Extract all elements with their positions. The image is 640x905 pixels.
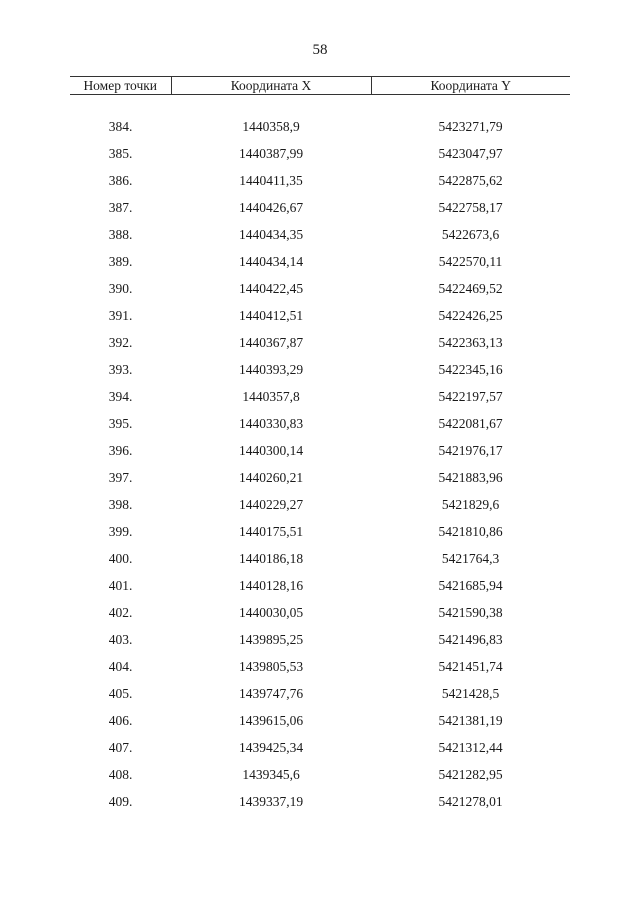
table-row	[70, 680, 570, 707]
cell-coordinate-x: 1440300,14	[238, 443, 304, 458]
cell-coordinate-x: 1440434,35	[238, 227, 304, 242]
cell-point-number: 402.	[108, 605, 133, 620]
cell-point-number: 390.	[108, 281, 133, 296]
cell-point-number: 406.	[108, 713, 133, 728]
cell-coordinate-y: 5421381,19	[438, 713, 503, 728]
table-row	[70, 599, 570, 626]
cell-coordinate-x: 1440434,14	[238, 254, 304, 269]
cell-coordinate-x: 1440412,51	[238, 308, 304, 323]
table-row	[70, 167, 570, 194]
cell-coordinate-y: 5421496,83	[438, 632, 503, 647]
table-row	[70, 113, 570, 140]
table-row	[70, 383, 570, 410]
table-row	[70, 734, 570, 761]
cell-coordinate-y: 5421976,17	[438, 443, 503, 458]
cell-point-number: 388.	[108, 227, 133, 242]
page-number: 58	[312, 42, 328, 58]
cell-point-number: 395.	[108, 416, 133, 431]
cell-coordinate-x: 1439337,19	[238, 794, 304, 809]
table-row	[70, 221, 570, 248]
cell-point-number: 384.	[108, 119, 133, 134]
table-row	[70, 194, 570, 221]
cell-coordinate-y: 5421278,01	[438, 794, 503, 809]
cell-coordinate-x: 1440426,67	[238, 200, 304, 215]
cell-point-number: 408.	[108, 767, 133, 782]
cell-coordinate-x: 1440260,21	[238, 470, 304, 485]
cell-point-number: 403.	[108, 632, 133, 647]
cell-coordinate-x: 1440186,18	[238, 551, 304, 566]
cell-coordinate-y: 5421590,38	[438, 605, 503, 620]
cell-point-number: 401.	[108, 578, 133, 593]
table-row	[70, 572, 570, 599]
cell-coordinate-x: 1440357,8	[242, 389, 300, 404]
cell-coordinate-y: 5421282,95	[438, 767, 503, 782]
cell-point-number: 400.	[108, 551, 133, 566]
cell-point-number: 399.	[108, 524, 133, 539]
table-row	[70, 275, 570, 302]
cell-coordinate-x: 1439345,6	[242, 767, 300, 782]
table-row	[70, 464, 570, 491]
cell-coordinate-x: 1439425,34	[238, 740, 304, 755]
cell-coordinate-y: 5422345,16	[438, 362, 503, 377]
cell-coordinate-y: 5422469,52	[438, 281, 503, 296]
cell-coordinate-y: 5421810,86	[438, 524, 503, 539]
table-row	[70, 437, 570, 464]
cell-coordinate-x: 1440393,29	[238, 362, 304, 377]
table-row	[70, 329, 570, 356]
cell-coordinate-y: 5423047,97	[438, 146, 503, 161]
cell-point-number: 407.	[108, 740, 133, 755]
cell-coordinate-y: 5422875,62	[438, 173, 503, 188]
cell-point-number: 405.	[108, 686, 133, 701]
table-row	[70, 626, 570, 653]
header-spacer	[70, 95, 570, 114]
table-row	[70, 356, 570, 383]
cell-coordinate-y: 5422081,67	[438, 416, 503, 431]
cell-coordinate-y: 5421764,3	[441, 551, 500, 566]
table-row	[70, 653, 570, 680]
cell-coordinate-y: 5422363,13	[438, 335, 503, 350]
cell-coordinate-y: 5421451,74	[438, 659, 503, 674]
cell-coordinate-y: 5422758,17	[438, 200, 503, 215]
cell-point-number: 391.	[108, 308, 133, 323]
table-row	[70, 248, 570, 275]
cell-point-number: 404.	[108, 659, 133, 674]
cell-coordinate-x: 1440358,9	[242, 119, 300, 134]
table-header-row	[70, 77, 570, 95]
table-row	[70, 761, 570, 788]
table-row	[70, 491, 570, 518]
table-body	[70, 95, 570, 816]
cell-coordinate-x: 1439747,76	[238, 686, 304, 701]
table-row	[70, 545, 570, 572]
cell-coordinate-x: 1440128,16	[238, 578, 304, 593]
cell-point-number: 389.	[108, 254, 133, 269]
coordinates-table	[70, 76, 570, 815]
cell-coordinate-y: 5422570,11	[438, 254, 503, 269]
cell-coordinate-x: 1440367,87	[238, 335, 304, 350]
cell-coordinate-y: 5421312,44	[438, 740, 503, 755]
cell-coordinate-y: 5422673,6	[441, 227, 500, 242]
cell-coordinate-y: 5422197,57	[438, 389, 503, 404]
cell-point-number: 392.	[108, 335, 133, 350]
header-coordinate-x: Координата X	[171, 77, 371, 95]
table-row	[70, 410, 570, 437]
table-row	[70, 140, 570, 167]
cell-point-number: 394.	[108, 389, 133, 404]
header-point-number: Номер точки	[70, 77, 171, 95]
cell-point-number: 385.	[108, 146, 133, 161]
cell-coordinate-x: 1439615,06	[238, 713, 304, 728]
header-coordinate-y: Координата Y	[371, 77, 570, 95]
cell-coordinate-x: 1440175,51	[238, 524, 304, 539]
cell-point-number: 386.	[108, 173, 133, 188]
cell-point-number: 393.	[108, 362, 133, 377]
cell-coordinate-y: 5421428,5	[441, 686, 500, 701]
cell-coordinate-y: 5421829,6	[441, 497, 500, 512]
cell-coordinate-x: 1439805,53	[238, 659, 304, 674]
cell-coordinate-y: 5423271,79	[438, 119, 503, 134]
cell-coordinate-y: 5422426,25	[438, 308, 503, 323]
table-row	[70, 788, 570, 815]
cell-point-number: 398.	[108, 497, 133, 512]
cell-point-number: 397.	[108, 470, 133, 485]
cell-coordinate-x: 1440330,83	[238, 416, 304, 431]
cell-coordinate-x: 1439895,25	[238, 632, 304, 647]
cell-coordinate-y: 5421685,94	[438, 578, 503, 593]
cell-coordinate-x: 1440422,45	[238, 281, 304, 296]
cell-coordinate-x: 1440229,27	[238, 497, 304, 512]
cell-coordinate-x: 1440387,99	[238, 146, 304, 161]
table-row	[70, 302, 570, 329]
cell-point-number: 396.	[108, 443, 133, 458]
cell-coordinate-x: 1440411,35	[239, 173, 303, 188]
cell-coordinate-y: 5421883,96	[438, 470, 503, 485]
table-row	[70, 707, 570, 734]
cell-coordinate-x: 1440030,05	[238, 605, 304, 620]
cell-point-number: 409.	[108, 794, 133, 809]
cell-point-number: 387.	[108, 200, 133, 215]
table-row	[70, 518, 570, 545]
